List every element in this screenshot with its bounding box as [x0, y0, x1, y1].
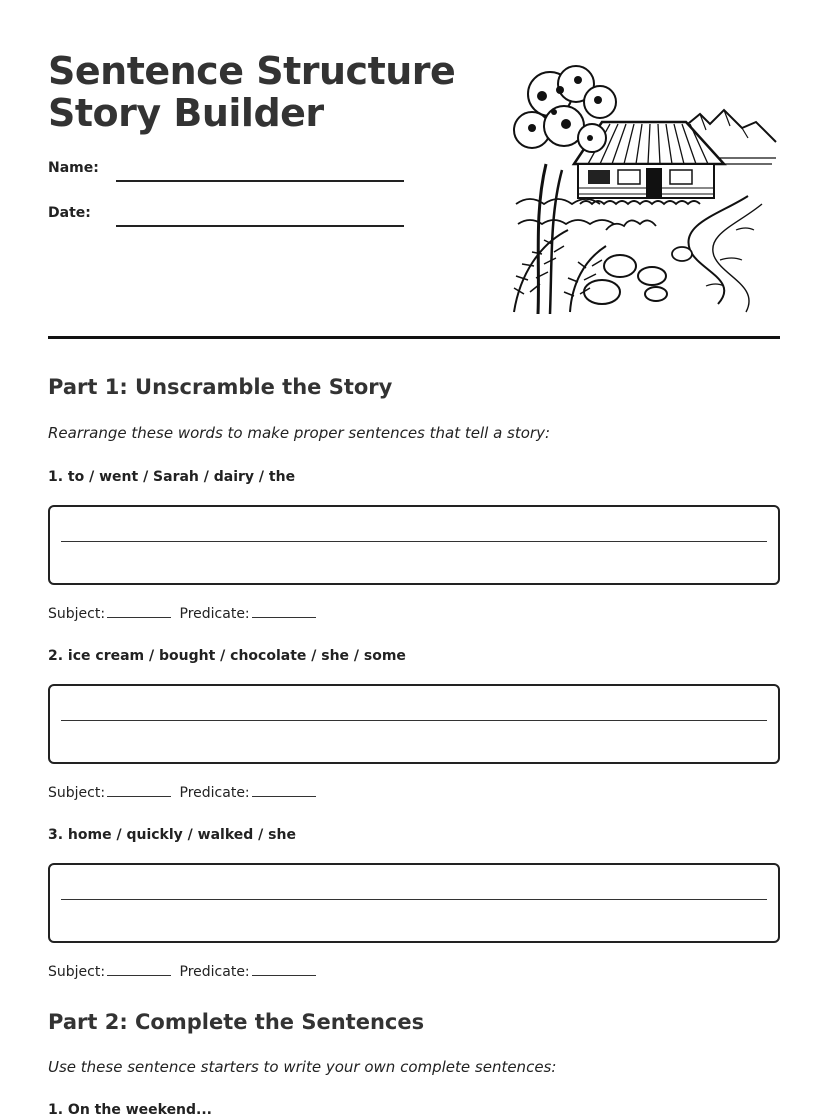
answer-line — [61, 541, 767, 542]
subject-label: Subject: — [48, 606, 106, 622]
title-line-2: Story Builder — [48, 91, 324, 135]
part2-heading: Part 2: Complete the Sentences — [48, 1010, 425, 1034]
part1-subject-predicate-1 — [48, 605, 320, 622]
name-field[interactable] — [116, 180, 404, 182]
part1-answer-box-3[interactable] — [48, 863, 780, 943]
part2-instructions: Use these sentence starters to write your own complete sentences: — [48, 1058, 557, 1076]
subject-blank[interactable] — [107, 784, 171, 797]
date-label: Date: — [48, 205, 91, 221]
part1-subject-predicate-2 — [48, 784, 320, 801]
name-label: Name: — [48, 160, 99, 176]
subject-label: Subject: — [48, 964, 106, 980]
part1-instructions: Rearrange these words to make proper sentences that tell a story: — [48, 424, 551, 442]
village-house-illustration — [510, 54, 780, 316]
subject-label: Subject: — [48, 785, 106, 801]
part1-heading: Part 1: Unscramble the Story — [48, 375, 393, 399]
village-house-by-river-illustration-icon — [510, 54, 780, 316]
answer-line — [61, 720, 767, 721]
part1-question-1: 1. to / went / Sarah / dairy / the — [48, 469, 296, 485]
predicate-blank[interactable] — [252, 605, 316, 618]
predicate-label: Predicate: — [179, 606, 250, 622]
title-line-1: Sentence Structure — [48, 49, 456, 93]
part1-question-2: 2. ice cream / bought / chocolate / she / some — [48, 648, 406, 664]
answer-line — [61, 899, 767, 900]
date-field[interactable] — [116, 225, 404, 227]
predicate-label: Predicate: — [179, 964, 250, 980]
predicate-blank[interactable] — [252, 784, 316, 797]
subject-blank[interactable] — [107, 963, 171, 976]
part1-subject-predicate-3 — [48, 963, 320, 980]
subject-blank[interactable] — [107, 605, 171, 618]
predicate-label: Predicate: — [179, 785, 250, 801]
page-title — [48, 50, 455, 134]
header-divider — [48, 336, 780, 339]
part1-answer-box-2[interactable] — [48, 684, 780, 764]
part1-answer-box-1[interactable] — [48, 505, 780, 585]
part2-question-1: 1. On the weekend... — [48, 1102, 213, 1118]
predicate-blank[interactable] — [252, 963, 316, 976]
part1-question-3: 3. home / quickly / walked / she — [48, 827, 296, 843]
